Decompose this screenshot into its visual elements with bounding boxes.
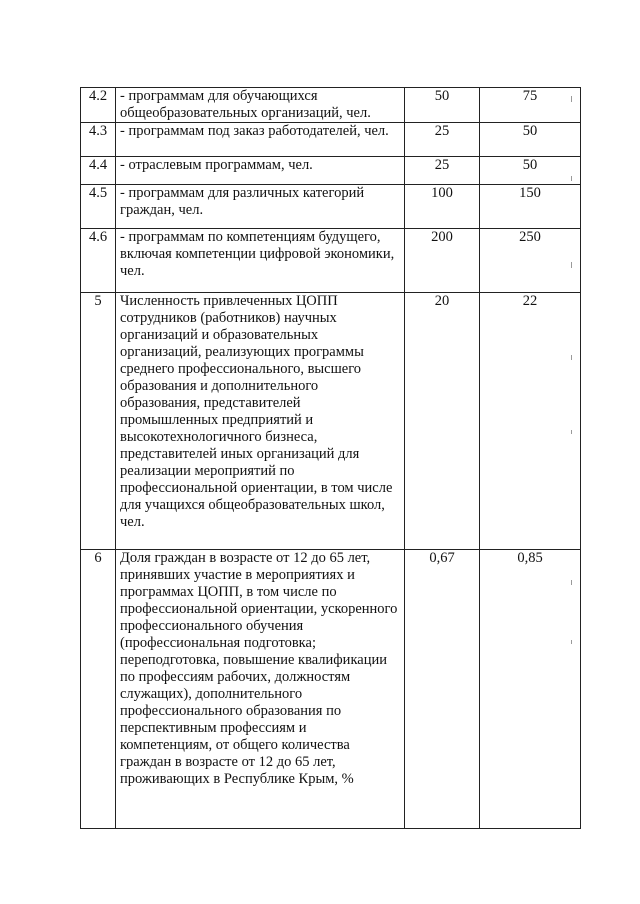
table-row xyxy=(81,88,581,123)
scan-speck xyxy=(571,262,572,268)
indicator-name: Численность привлеченных ЦОПП сотрудников (работников) научных организаций и образовательных организаций, реализующих программы среднего профессионального, высшего образования и дополнительного образования, представителей промышленных предприятий и высокотехнологичного бизнеса, представителей иных организаций для реализации мероприятий по профессиональной ориентации, в том числе для учащихся общеобразовательных школ, чел. xyxy=(116,293,405,550)
indicator-value-2: 150 xyxy=(480,185,581,229)
indicator-value-2: 75 xyxy=(480,88,581,123)
indicator-name: - программам по компетенциям будущего, включая компетенции цифровой экономики, чел. xyxy=(116,229,405,293)
indicator-value-2: 50 xyxy=(480,157,581,185)
indicator-name: - программам для различных категорий граждан, чел. xyxy=(116,185,405,229)
table-row xyxy=(81,229,581,293)
indicator-value-1: 0,67 xyxy=(405,550,480,829)
indicator-value-1: 100 xyxy=(405,185,480,229)
row-number: 6 xyxy=(81,550,116,829)
scan-speck xyxy=(571,640,572,644)
indicator-value-1: 25 xyxy=(405,123,480,157)
indicator-name: Доля граждан в возрасте от 12 до 65 лет, принявших участие в мероприятиях и программах ЦОПП, в том числе по профессиональной ориентации, ускоренного профессионального обучения (профессиональная подготовка; переподготовка, повышение квалификации по профессиям рабочих, должностям служащих), дополнительного профессионального образования по перспективным профессиям и компетенциям, от общего количества граждан в возрасте от 12 до 65 лет, проживающих в Республике Крым, % xyxy=(116,550,405,829)
indicator-name: - отраслевым программам, чел. xyxy=(116,157,405,185)
table-row xyxy=(81,157,581,185)
table-row xyxy=(81,123,581,157)
table-row xyxy=(81,550,581,829)
table-row xyxy=(81,185,581,229)
scan-speck xyxy=(571,176,572,181)
indicator-value-2: 250 xyxy=(480,229,581,293)
row-number: 4.4 xyxy=(81,157,116,185)
indicator-value-2: 0,85 xyxy=(480,550,581,829)
row-number: 4.6 xyxy=(81,229,116,293)
scan-speck xyxy=(571,355,572,360)
scan-speck xyxy=(571,430,572,434)
row-number: 4.3 xyxy=(81,123,116,157)
scan-speck xyxy=(571,580,572,585)
row-number: 5 xyxy=(81,293,116,550)
row-number: 4.5 xyxy=(81,185,116,229)
table-row xyxy=(81,293,581,550)
indicator-value-1: 25 xyxy=(405,157,480,185)
indicator-value-1: 200 xyxy=(405,229,480,293)
row-number: 4.2 xyxy=(81,88,116,123)
indicator-name: - программам под заказ работодателей, чел. xyxy=(116,123,405,157)
indicator-value-2: 22 xyxy=(480,293,581,550)
indicator-value-2: 50 xyxy=(480,123,581,157)
scan-speck xyxy=(571,96,572,102)
indicators-table xyxy=(80,87,581,829)
indicator-value-1: 50 xyxy=(405,88,480,123)
indicator-name: - программам для обучающихся общеобразовательных организаций, чел. xyxy=(116,88,405,123)
indicator-value-1: 20 xyxy=(405,293,480,550)
